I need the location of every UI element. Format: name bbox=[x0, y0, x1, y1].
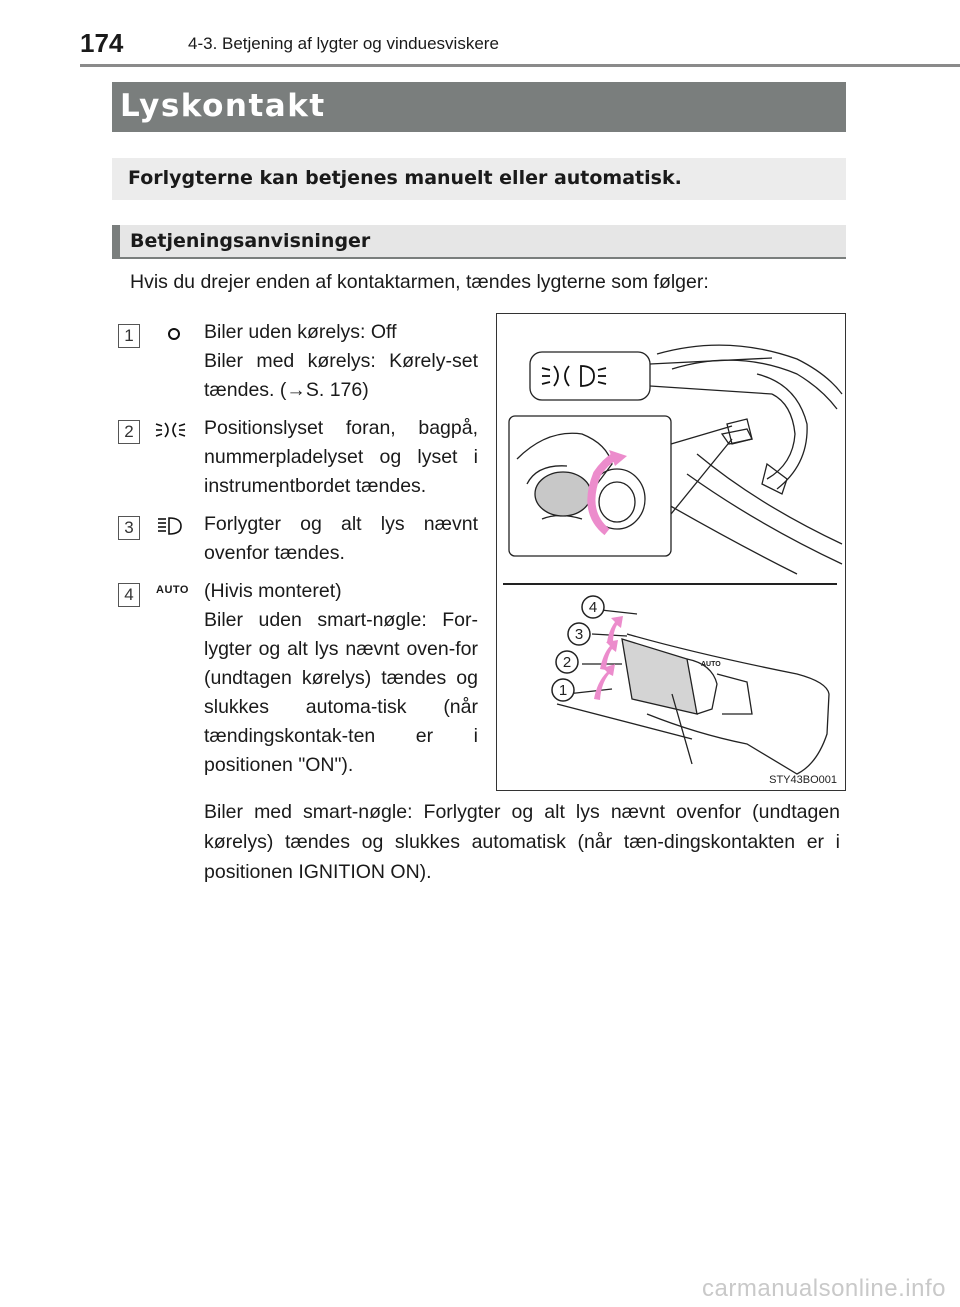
headlight-icon bbox=[154, 514, 194, 538]
intro-box bbox=[112, 158, 846, 200]
list-item bbox=[118, 510, 480, 572]
figure-callout-number: 2 bbox=[562, 654, 572, 671]
after-text bbox=[204, 797, 840, 887]
item-text-line: Positionslyset foran, bagpå, nummerpladelyset og lyset i instrumentbordet tændes. bbox=[204, 417, 478, 497]
section-heading bbox=[112, 225, 846, 259]
chapter-title: 4-3. Betjening af lygter og vinduesviskere bbox=[188, 34, 499, 53]
item-text-line: Biler uden smart-nøgle: For-lygter og alt lys nævnt oven-for (undtagen kørelys) tændes og slukkes automa-tisk (når tændingskontak-ten er i positionen "ON"). bbox=[204, 609, 478, 776]
item-number: 1 bbox=[118, 324, 140, 348]
watermark: carmanualsonline.info bbox=[702, 1275, 946, 1302]
light-switch-illustration bbox=[496, 313, 846, 791]
item-text-line: Biler uden kørelys: Off bbox=[204, 321, 397, 343]
header-rule bbox=[80, 64, 960, 67]
page-header bbox=[80, 28, 960, 68]
item-text-line: Forlygter og alt lys nævnt ovenfor tændes. bbox=[204, 513, 478, 564]
figure-callout-number: 4 bbox=[588, 599, 598, 616]
item-number: 4 bbox=[118, 583, 140, 607]
section-heading-text: Betjeningsanvisninger bbox=[130, 230, 371, 252]
figure-code: STY43BO001 bbox=[769, 774, 837, 786]
item-number: 3 bbox=[118, 516, 140, 540]
parking-light-icon bbox=[154, 418, 194, 442]
lead-text: Hvis du drejer enden af kontaktarmen, tændes lygterne som følger: bbox=[130, 271, 709, 293]
list-item bbox=[118, 577, 480, 791]
page-title: Lyskontakt bbox=[120, 88, 326, 124]
list-item bbox=[118, 414, 480, 506]
after-text-paragraph: Biler med smart-nøgle: Forlygter og alt lys nævnt ovenfor (undtagen kørelys) tændes og slukkes automatisk (når tæn-dingskontakten er i positionen IGNITION ON). bbox=[204, 801, 840, 883]
figure-callout-number: 1 bbox=[558, 682, 568, 699]
auto-mode-icon: AUTO bbox=[156, 584, 189, 596]
intro-text: Forlygterne kan betjenes manuelt eller automatisk. bbox=[128, 167, 682, 189]
page-number: 174 bbox=[80, 28, 124, 58]
lever-auto-label: AUTO bbox=[701, 661, 721, 668]
figure-callout-number: 3 bbox=[574, 626, 584, 643]
item-text-line: (Hivis monteret) bbox=[204, 580, 342, 602]
list-item bbox=[118, 318, 480, 408]
page-title-bar bbox=[112, 82, 846, 132]
item-number: 2 bbox=[118, 420, 140, 444]
off-circle-icon bbox=[154, 322, 194, 346]
item-text-line: Biler med kørelys: Kørely-set tændes. (→S. 176) bbox=[204, 350, 478, 401]
